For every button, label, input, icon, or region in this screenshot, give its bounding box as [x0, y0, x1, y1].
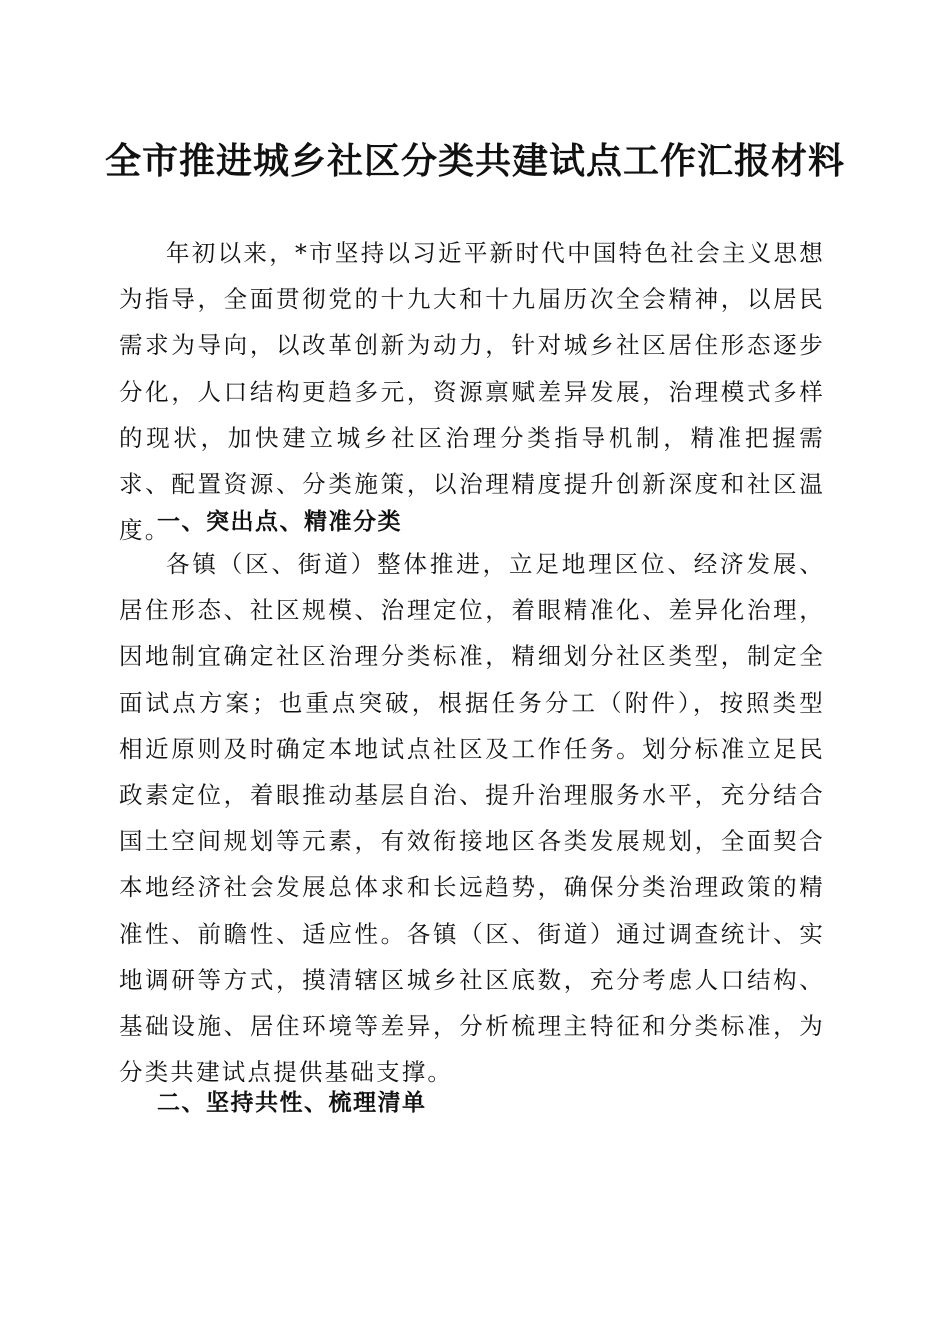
intro-paragraph: 年初以来，*市坚持以习近平新时代中国特色社会主义思想为指导，全面贯彻党的十九大和十九届历次全会精神，以居民需求为导向，以改革创新为动力，针对城乡社区居住形态逐步分化，人口结构更趋多元，资源禀赋差异发展，治理模式多样的现状，加快建立城乡社区治理分类指导机制，精准把握需求、配置资源、分类施策，以治理精度提升创新深度和社区温度。	[119, 239, 825, 545]
section-paragraph-1: 各镇（区、街道）整体推进，立足地理区位、经济发展、居住形态、社区规模、治理定位，着眼精准化、差异化治理，因地制宜确定社区治理分类标准，精细划分社区类型，制定全面试点方案；也重点突破，根据任务分工（附件），按照类型相近原则及时确定本地试点社区及工作任务。划分标准立足民政素定位，着眼推动基层自治、提升治理服务水平，充分结合国土空间规划等元素，有效衔接地区各类发展规划，全面契合本地经济社会发展总体求和长远趋势，确保分类治理政策的精准性、前瞻性、适应性。各镇（区、街道）通过调查统计、实地调研等方式，摸清辖区城乡社区底数，充分考虑人口结构、基础设施、居住环境等差异，分析梳理主特征和分类标准，为分类共建试点提供基础支撑。	[119, 550, 825, 1087]
section-heading-2: 二、坚持共性、梳理清单	[157, 1090, 427, 1116]
section-heading-1: 一、突出点、精准分类	[157, 509, 402, 535]
document-title: 全市推进城乡社区分类共建试点工作汇报材料	[104, 141, 845, 182]
